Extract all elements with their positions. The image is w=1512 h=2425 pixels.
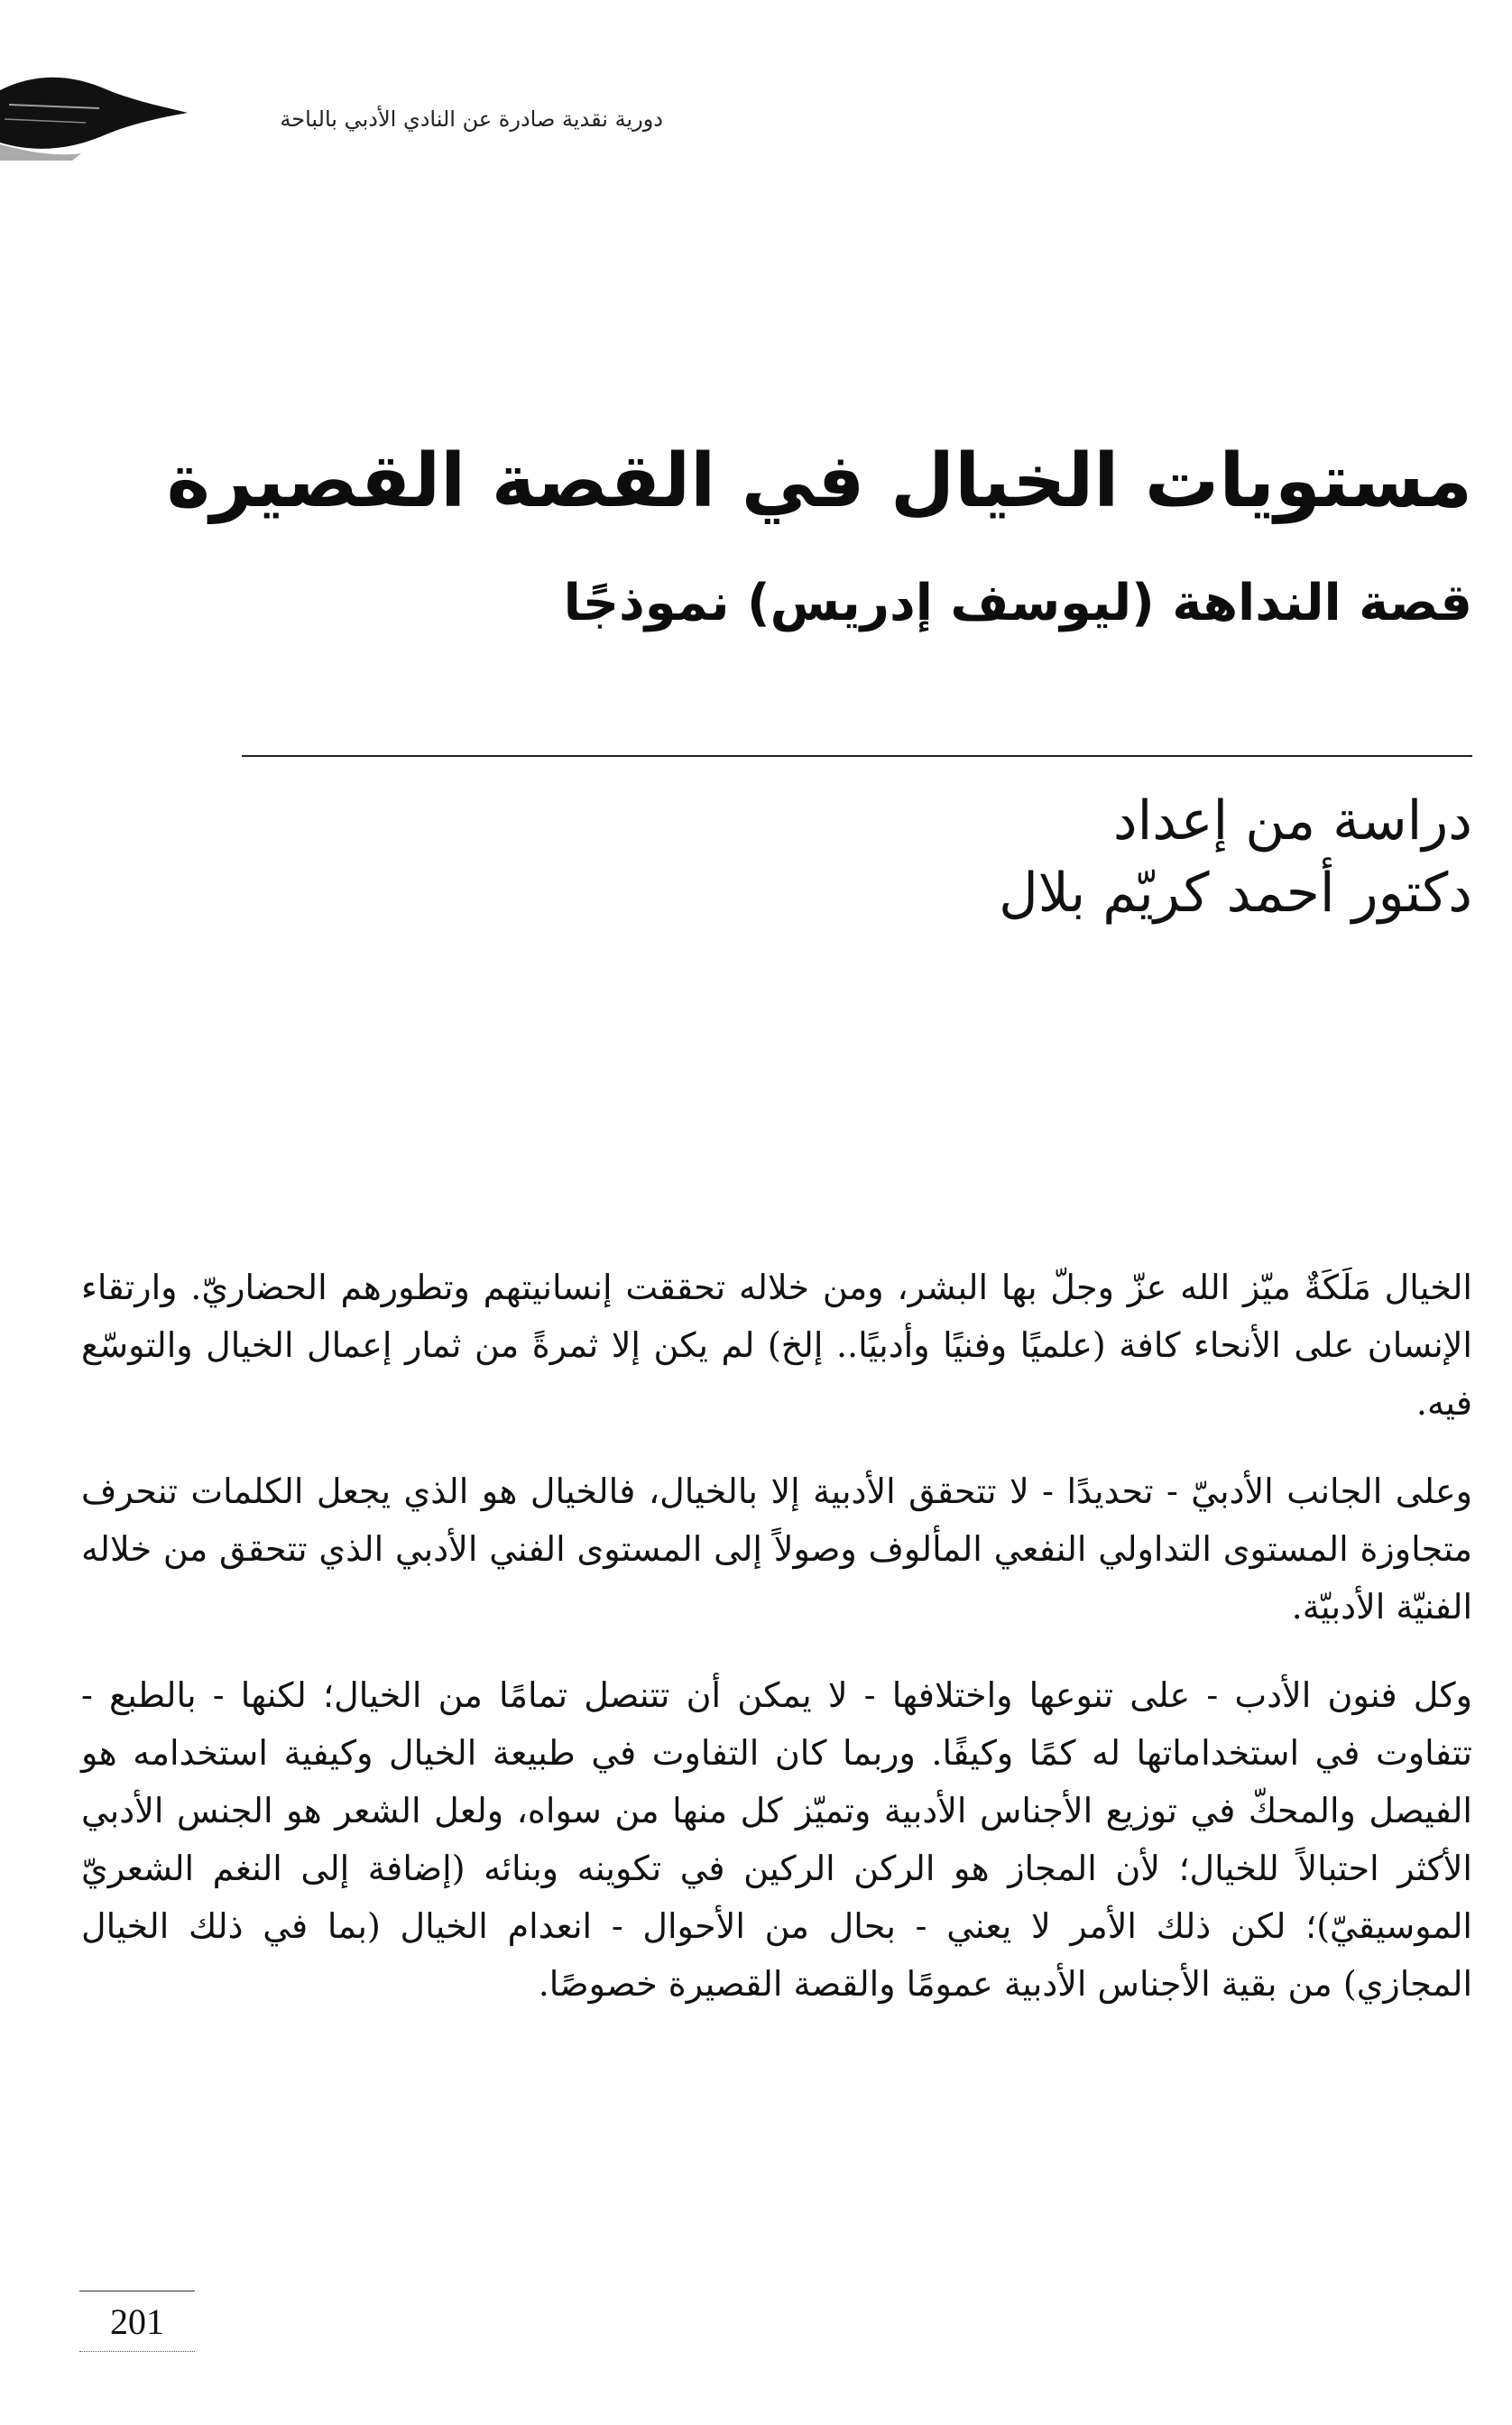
brush-stroke-decoration	[0, 63, 189, 162]
article-body	[81, 1259, 1472, 2043]
byline	[390, 785, 1472, 929]
page-number-box	[79, 2291, 195, 2352]
body-paragraph-2: وعلى الجانب الأدبيّ - تحديدًا - لا تتحقق الأدبية إلا بالخيال، فالخيال هو الذي يجعل الكلمات تنحرف متجاوزة المستوى التداولي النفعي المألوف وصولاً إلى المستوى الفني الأدبي الذي تتحقق من خلاله الفنيّة الأدبيّة.	[81, 1471, 1472, 1627]
article-title: مستويات الخيال في القصة القصيرة	[166, 438, 1472, 524]
page-number: 201	[110, 2301, 164, 2342]
body-paragraph-1: الخيال مَلَكَةٌ ميّز الله عزّ وجلّ بها البشر، ومن خلاله تحققت إنسانيتهم وتطورهم الحضاريّ. وارتقاء الإنسان على الأنحاء كافة (علميًا وفنيًا وأدبيًا.. إلخ) لم يكن إلا ثمرةً من ثمار إعمال الخيال والتوسّع فيه.	[81, 1268, 1472, 1423]
article-subtitle: قصة النداهة (ليوسف إدريس) نموذجًا	[563, 574, 1472, 632]
journal-header-line: دورية نقدية صادرة عن النادي الأدبي بالباحة	[280, 106, 663, 132]
title-divider	[242, 755, 1472, 757]
body-paragraph-3: وكل فنون الأدب - على تنوعها واختلافها - لا يمكن أن تتنصل تمامًا من الخيال؛ لكنها - بالطبع - تتفاوت في استخداماتها له كمًا وكيفًا. وربما كان التفاوت في طبيعة الخيال وكيفية استخدامه هو الفيصل والمحكّ في توزيع الأجناس الأدبية وتميّز كل منها من سواه، ولعل الشعر هو الجنس الأدبي الأكثر احتبالاً للخيال؛ لأن المجاز هو الركن الركين في تكوينه وبنائه (إضافة إلى النغم الشعريّ الموسيقيّ)؛ لكن ذلك الأمر لا يعني - بحال من الأحوال - انعدام الخيال (بما في ذلك الخيال المجازي) من بقية الأجناس الأدبية عمومًا والقصة القصيرة خصوصًا.	[81, 1675, 1472, 2004]
byline-line-1: دراسة من إعداد	[1112, 789, 1472, 853]
byline-author: دكتور أحمد كريّم بلال	[999, 862, 1472, 925]
